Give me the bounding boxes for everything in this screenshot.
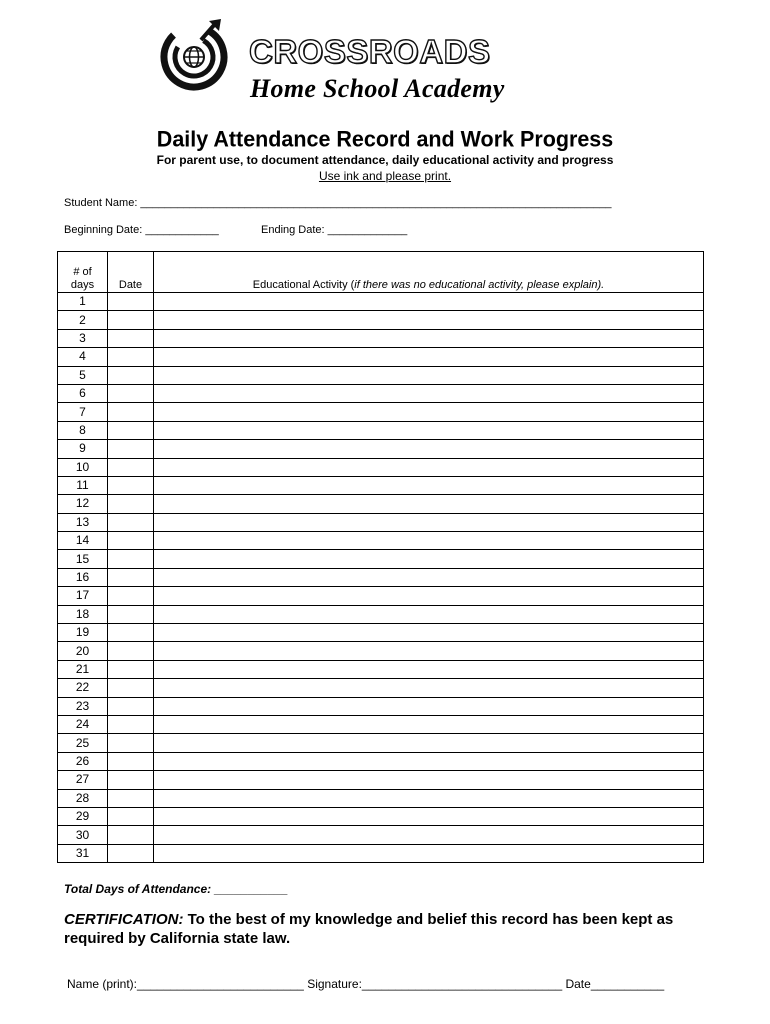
date-cell[interactable]: [108, 440, 154, 458]
beginning-date-field[interactable]: Beginning Date: ____________: [64, 224, 219, 236]
page-subtitle: For parent use, to document attendance, daily educational activity and progress: [156, 153, 614, 167]
date-cell[interactable]: [108, 624, 154, 642]
day-number-cell: 24: [58, 715, 108, 733]
table-row: [58, 476, 704, 494]
activity-cell[interactable]: [154, 679, 704, 697]
day-number-cell: 29: [58, 807, 108, 825]
date-cell[interactable]: [108, 605, 154, 623]
table-row: [58, 789, 704, 807]
table-row: [58, 715, 704, 733]
date-cell[interactable]: [108, 679, 154, 697]
date-cell[interactable]: [108, 844, 154, 862]
date-cell[interactable]: [108, 568, 154, 586]
activity-cell[interactable]: [154, 605, 704, 623]
globe-arrow-icon: [157, 18, 231, 92]
date-cell[interactable]: [108, 421, 154, 439]
table-row: [58, 826, 704, 844]
day-number-cell: 27: [58, 771, 108, 789]
day-number-cell: 25: [58, 734, 108, 752]
activity-cell[interactable]: [154, 532, 704, 550]
table-row: [58, 495, 704, 513]
day-number-cell: 10: [58, 458, 108, 476]
day-number-cell: 16: [58, 568, 108, 586]
name-print-field[interactable]: Name (print):_________________________: [67, 977, 304, 991]
date-cell[interactable]: [108, 476, 154, 494]
day-number-cell: 14: [58, 532, 108, 550]
date-cell[interactable]: [108, 366, 154, 384]
table-row: [58, 532, 704, 550]
table-row: [58, 844, 704, 862]
instruction-note: Use ink and please print.: [318, 169, 452, 183]
table-row: [58, 752, 704, 770]
table-row: [58, 421, 704, 439]
date-cell[interactable]: [108, 513, 154, 531]
day-number-cell: 17: [58, 587, 108, 605]
table-row: [58, 458, 704, 476]
day-number-cell: 30: [58, 826, 108, 844]
day-number-cell: 26: [58, 752, 108, 770]
table-row: [58, 403, 704, 421]
activity-cell[interactable]: [154, 476, 704, 494]
certification-label: CERTIFICATION:: [64, 911, 184, 928]
activity-cell[interactable]: [154, 311, 704, 329]
date-cell[interactable]: [108, 734, 154, 752]
day-number-cell: 23: [58, 697, 108, 715]
date-cell[interactable]: [108, 532, 154, 550]
signature-line: [67, 977, 664, 991]
table-row: [58, 697, 704, 715]
activity-cell[interactable]: [154, 384, 704, 402]
day-number-cell: 4: [58, 348, 108, 366]
activity-cell[interactable]: [154, 789, 704, 807]
day-number-cell: 3: [58, 329, 108, 347]
date-cell[interactable]: [108, 311, 154, 329]
date-cell[interactable]: [108, 587, 154, 605]
brand-name: CROSSROADS: [249, 33, 491, 70]
column-header-days: [58, 252, 108, 293]
activity-cell[interactable]: [154, 752, 704, 770]
day-number-cell: 2: [58, 311, 108, 329]
activity-cell[interactable]: [154, 771, 704, 789]
day-number-cell: 19: [58, 624, 108, 642]
activity-cell[interactable]: [154, 366, 704, 384]
column-header-activity: [154, 252, 704, 293]
column-header-date: Date: [108, 252, 154, 293]
date-cell[interactable]: [108, 642, 154, 660]
activity-cell[interactable]: [154, 715, 704, 733]
activity-header-label: Educational Activity (: [252, 279, 355, 291]
activity-cell[interactable]: [154, 403, 704, 421]
activity-cell[interactable]: [154, 624, 704, 642]
activity-cell[interactable]: [154, 421, 704, 439]
activity-cell[interactable]: [154, 734, 704, 752]
day-number-cell: 18: [58, 605, 108, 623]
table-row: [58, 734, 704, 752]
day-number-cell: 11: [58, 476, 108, 494]
day-number-cell: 15: [58, 550, 108, 568]
day-number-cell: 1: [58, 293, 108, 311]
date-field[interactable]: Date___________: [565, 977, 665, 991]
date-cell[interactable]: [108, 329, 154, 347]
day-number-cell: 9: [58, 440, 108, 458]
date-cell[interactable]: [108, 697, 154, 715]
day-number-cell: 21: [58, 660, 108, 678]
activity-cell[interactable]: [154, 587, 704, 605]
day-number-cell: 12: [58, 495, 108, 513]
day-number-cell: 28: [58, 789, 108, 807]
date-cell[interactable]: [108, 348, 154, 366]
total-days-field[interactable]: Total Days of Attendance: ___________: [64, 882, 288, 896]
table-row: [58, 348, 704, 366]
signature-field[interactable]: Signature:______________________________: [307, 977, 563, 991]
table-row: [58, 624, 704, 642]
date-cell[interactable]: [108, 807, 154, 825]
activity-cell[interactable]: [154, 642, 704, 660]
day-number-cell: 7: [58, 403, 108, 421]
activity-cell[interactable]: [154, 568, 704, 586]
activity-cell[interactable]: [154, 293, 704, 311]
table-row: [58, 679, 704, 697]
activity-cell[interactable]: [154, 826, 704, 844]
table-row: [58, 329, 704, 347]
table-row: [58, 771, 704, 789]
date-cell[interactable]: [108, 826, 154, 844]
table-header-row: [58, 252, 704, 293]
date-cell[interactable]: [108, 293, 154, 311]
page-title: Daily Attendance Record and Work Progress: [156, 126, 614, 152]
activity-cell[interactable]: [154, 348, 704, 366]
activity-header-note: if there was no educational activity, please explain).: [354, 279, 605, 291]
table-row: [58, 293, 704, 311]
table-row: [58, 642, 704, 660]
table-row: [58, 384, 704, 402]
date-cell[interactable]: [108, 660, 154, 678]
table-row: [58, 366, 704, 384]
day-number-cell: 22: [58, 679, 108, 697]
date-cell[interactable]: [108, 458, 154, 476]
table-row: [58, 605, 704, 623]
day-number-cell: 13: [58, 513, 108, 531]
table-row: [58, 807, 704, 825]
activity-cell[interactable]: [154, 660, 704, 678]
date-cell[interactable]: [108, 384, 154, 402]
day-number-cell: 6: [58, 384, 108, 402]
day-number-cell: 20: [58, 642, 108, 660]
activity-cell[interactable]: [154, 329, 704, 347]
activity-cell[interactable]: [154, 440, 704, 458]
activity-cell[interactable]: [154, 697, 704, 715]
date-cell[interactable]: [108, 403, 154, 421]
date-cell[interactable]: [108, 495, 154, 513]
table-row: [58, 440, 704, 458]
days-header-line1: # of: [73, 266, 92, 278]
table-row: [58, 311, 704, 329]
activity-cell[interactable]: [154, 844, 704, 862]
date-cell[interactable]: [108, 715, 154, 733]
day-number-cell: 8: [58, 421, 108, 439]
activity-cell[interactable]: [154, 550, 704, 568]
activity-cell[interactable]: [154, 513, 704, 531]
attendance-table: [57, 251, 704, 863]
activity-cell[interactable]: [154, 807, 704, 825]
table-row: [58, 660, 704, 678]
certification-text: To the best of my knowledge and belief this record has been kept as required by California state law.: [64, 911, 674, 947]
table-row: [58, 550, 704, 568]
student-name-field[interactable]: Student Name: _____________________________________________________________________________: [64, 197, 612, 209]
date-cell[interactable]: [108, 789, 154, 807]
activity-cell[interactable]: [154, 495, 704, 513]
days-header-line2: days: [70, 279, 95, 291]
brand-subtitle: Home School Academy: [250, 74, 505, 103]
activity-cell[interactable]: [154, 458, 704, 476]
date-cell[interactable]: [108, 752, 154, 770]
date-cell[interactable]: [108, 550, 154, 568]
certification-statement: [64, 910, 704, 948]
table-row: [58, 513, 704, 531]
ending-date-field[interactable]: Ending Date: _____________: [261, 224, 408, 236]
day-number-cell: 5: [58, 366, 108, 384]
day-number-cell: 31: [58, 844, 108, 862]
table-row: [58, 568, 704, 586]
table-row: [58, 587, 704, 605]
date-cell[interactable]: [108, 771, 154, 789]
